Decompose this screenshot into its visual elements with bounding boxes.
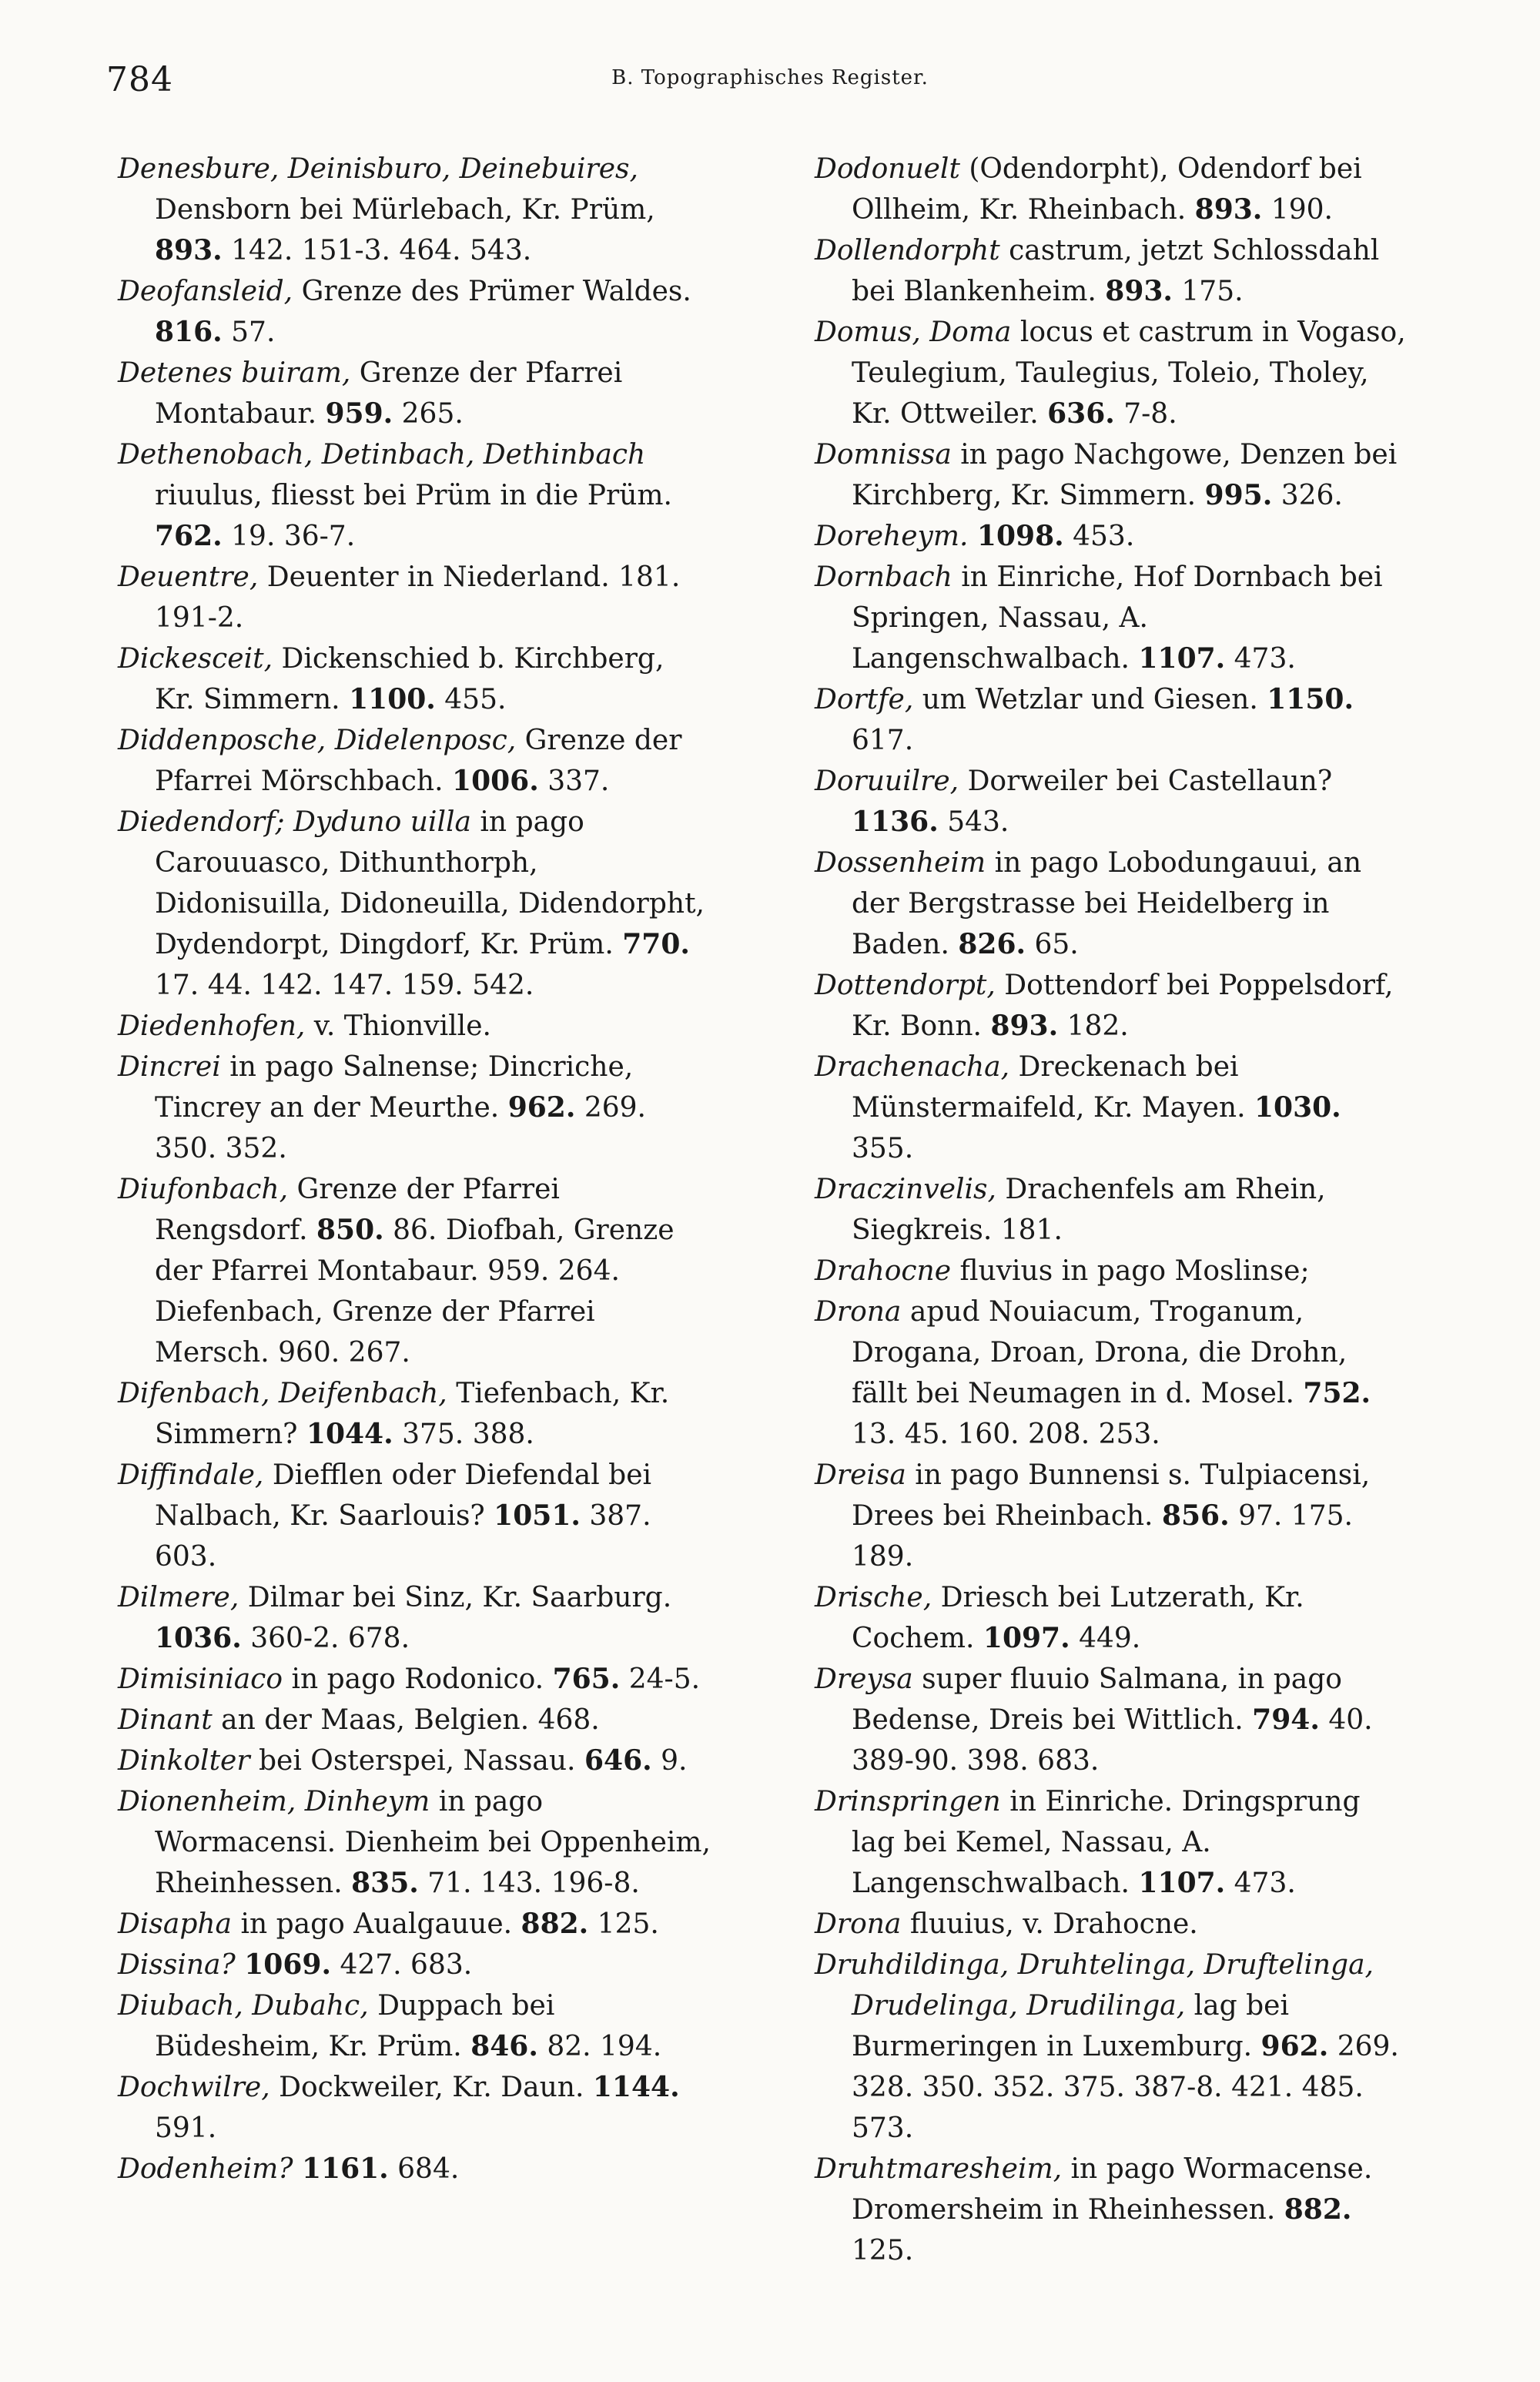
entry-text: Dilmar bei Sinz, Kr. Saarburg. [247,1582,672,1613]
entry-headword: Drahocne [815,1255,952,1287]
register-entry [118,1781,711,1904]
register-entry [118,2067,711,2149]
entry-reference: 1097. [983,1622,1070,1654]
page-number: 784 [106,60,173,99]
entry-headword: Dodenheim? [118,2153,293,2185]
entry-text: super fluuio Salmana, in pago Bedense, Dreis bei Wittlich. [852,1663,1342,1736]
register-entry [118,1740,711,1781]
entry-headword: Dreisa [815,1459,906,1491]
entry-text: Dockweiler, Kr. Daun. [279,2072,584,2103]
entry-reference: 959. [325,397,393,430]
register-entry [118,271,711,353]
entry-headword: Druhtmaresheim, [815,2153,1063,2185]
entry-headword: Dissina? [118,1949,236,1981]
register-entry [815,312,1408,434]
entry-headword: Domnissa [815,439,952,471]
register-entry [815,1577,1408,1659]
register-entry [118,1659,711,1700]
entry-reference: 765. [552,1663,621,1695]
entry-headword: Domus, Doma [815,317,1012,348]
entry-text: in pago Salnense; Dincriche, Tincrey an der Meurthe. [155,1051,634,1124]
register-entry [118,1047,711,1169]
register-entry [118,557,711,638]
entry-reference: 893. [155,234,223,266]
register-entry [815,1047,1408,1169]
entry-text: in pago Bunnensi s. Tulpiacensi, Drees bei Rheinbach. [852,1459,1371,1532]
entry-headword: Diubach, Dubahc, [118,1990,369,2022]
entry-headword: Drische, [815,1582,932,1613]
entry-reference: 1098. [976,520,1064,552]
register-entry [118,720,711,802]
entry-text: in pago Aualgauue. [240,1908,513,1940]
entry-text: Deuenter in Niederland. 181. [266,561,681,593]
entry-reference: 856. [1161,1499,1230,1532]
entry-headword: Dinant [118,1704,213,1736]
entry-pages: 125. [597,1908,659,1940]
entry-pages: 17. 44. 142. 147. 159. 542. [155,970,534,1001]
entry-reference: 962. [507,1091,576,1124]
entry-pages: 265. [401,398,464,430]
entry-text: Tiefenbach, Kr. Simmern? [155,1378,670,1450]
entry-reference: 1030. [1254,1091,1341,1124]
register-entry [815,1292,1408,1455]
entry-text: Grenze der Pfarrei Mörschbach. [155,725,682,797]
register-entry [815,1251,1408,1292]
register-entry [118,434,711,557]
entry-text: in Einriche. Dringsprung lag bei Kemel, Nassau, A. Langenschwalbach. [852,1786,1361,1899]
entry-headword: Dottendorpt, [815,970,996,1001]
register-entry [815,516,1408,557]
register-entry [118,1169,711,1373]
entry-pages: 142. 151-3. 464. 543. [231,235,532,266]
register-entry [815,434,1408,516]
register-entry [118,1985,711,2067]
entry-pages: 591. [155,2112,217,2144]
entry-reference: 1107. [1138,1867,1226,1899]
entry-text: Duppach bei Büdesheim, Kr. Prüm. [155,1990,555,2062]
entry-headword: Diedenhofen, [118,1010,306,1042]
right-column [815,149,1408,2271]
entry-text: riuulus, fliesst bei Prüm in die Prüm. [155,480,672,511]
entry-reference: 835. [351,1867,419,1899]
register-entry [118,2149,711,2189]
entry-pages: 40. 389-90. 398. 683. [852,1704,1373,1777]
entry-text: Grenze der Pfarrei Rengsdorf. [155,1174,560,1246]
entry-pages: 360-2. 678. [250,1623,410,1654]
entry-text: fluvius in pago Moslinse; [959,1255,1310,1287]
entry-pages: 543. [947,806,1009,838]
entry-reference: 1107. [1138,642,1226,675]
register-entry [815,679,1408,761]
entry-headword: Dollendorpht [815,235,1000,266]
entry-reference: 1044. [306,1418,393,1450]
entry-headword: Dinkolter [118,1745,250,1777]
register-entry [815,761,1408,843]
entry-headword: Dincrei [118,1051,221,1083]
entry-headword: Diufonbach, [118,1174,289,1205]
register-entry [815,557,1408,679]
register-entry [815,1781,1408,1904]
left-column [118,149,711,2189]
entry-pages: 65. [1034,929,1079,960]
entry-headword: Dossenheim [815,847,986,879]
entry-reference: 1006. [452,765,539,797]
entry-text: Densborn bei Mürlebach, Kr. Prüm, [155,194,655,226]
entry-pages: 191-2. [155,602,244,634]
entry-reference: 794. [1252,1704,1320,1736]
register-entry [815,2149,1408,2271]
entry-reference: 636. [1047,397,1115,430]
register-entry [118,1373,711,1455]
entry-headword: Dilmere, [118,1582,239,1613]
entry-text: in pago Wormacense. Dromersheim in Rheinhessen. [852,2153,1373,2226]
entry-pages: 182. [1066,1010,1129,1042]
entry-reference: 1036. [155,1622,242,1654]
entry-headword: Dortfe, [815,684,914,715]
entry-pages: 97. 175. 189. [852,1500,1353,1573]
entry-pages: 86. Diofbah, Grenze der Pfarrei Montabaur. 959. 264. Diefenbach, Grenze der Pfarrei Mersch. 960. 267. [155,1214,675,1369]
entry-headword: Doruuilre, [815,766,959,797]
register-entry [118,1455,711,1577]
entry-headword: Dornbach [815,561,952,593]
entry-pages: 326. [1281,480,1343,511]
entry-headword: Doreheym. [815,521,969,552]
entry-pages: 375. 388. [402,1419,534,1450]
entry-text: Driesch bei Lutzerath, Kr. Cochem. [852,1582,1304,1654]
entry-pages: 337. [547,766,610,797]
entry-reference: 770. [622,928,690,960]
entry-pages: 19. 36-7. [231,521,356,552]
register-entry [815,843,1408,965]
running-title: B. Topographisches Register. [611,66,929,89]
entry-pages: 9. [661,1745,688,1777]
entry-pages: 387. 603. [155,1500,651,1573]
entry-reference: 816. [155,316,223,348]
entry-reference: 1051. [494,1499,581,1532]
entry-pages: 684. [397,2153,460,2185]
entry-reference: 752. [1303,1377,1371,1409]
entry-pages: 473. [1234,643,1296,675]
entry-reference: 1100. [349,683,436,715]
entry-text: castrum, jetzt Schlossdahl bei Blankenheim. [852,235,1380,307]
entry-pages: 24-5. [628,1663,701,1695]
entry-reference: 826. [958,928,1026,960]
entry-text: in pago Carouuasco, Dithunthorph, Didonisuilla, Didoneuilla, Didendorpht, Dydendorpt, Dingdorf, Kr. Prüm. [155,806,705,960]
entry-reference: 882. [521,1908,589,1940]
entry-text: in pago Wormacensi. Dienheim bei Oppenheim, Rheinhessen. [155,1786,711,1899]
entry-text: Grenze der Pfarrei Montabaur. [155,357,623,430]
entry-headword: Dickesceit, [118,643,273,675]
entry-text: in pago Lobodungauui, an der Bergstrasse bei Heidelberg in Baden. [852,847,1362,960]
entry-pages: 125. [852,2235,914,2266]
entry-reference: 995. [1204,479,1273,511]
register-entry [815,1169,1408,1251]
entry-headword: Drachenacha, [815,1051,1010,1083]
entry-headword: Dreysa [815,1663,913,1695]
entry-headword: Deofansleid, [118,276,293,307]
entry-headword: Dionenheim, Dinheym [118,1786,430,1817]
entry-text: v. Thionville. [313,1010,491,1042]
register-entry [815,1455,1408,1577]
entry-reference: 762. [155,520,223,552]
entry-text: Drachenfels am Rhein, Siegkreis. 181. [852,1174,1326,1246]
entry-reference: 893. [1105,275,1173,307]
entry-pages: 175. [1181,276,1244,307]
entry-reference: 1161. [301,2153,389,2185]
entry-headword: Detenes buiram, [118,357,351,389]
entry-headword: Dochwilre, [118,2072,270,2103]
entry-reference: 882. [1284,2193,1352,2226]
entry-pages: 617. [852,725,914,756]
entry-reference: 1150. [1267,683,1354,715]
entry-pages: 82. 194. [547,2031,662,2062]
entry-text: fluuius, v. Drahocne. [909,1908,1198,1940]
entry-headword: Deuentre, [118,561,259,593]
entry-headword: Diffindale, [118,1459,264,1491]
entry-text: um Wetzlar und Giesen. [922,684,1258,715]
entry-reference: 646. [584,1744,652,1777]
entry-text: Dreckenach bei Münstermaifeld, Kr. Mayen. [852,1051,1246,1124]
entry-text: an der Maas, Belgien. 468. [221,1704,600,1736]
register-entry [815,1945,1408,2149]
entry-text: Dottendorf bei Poppelsdorf, Kr. Bonn. [852,970,1394,1042]
register-entry [118,149,711,271]
entry-text: in pago Nachgowe, Denzen bei Kirchberg, Kr. Simmern. [852,439,1398,511]
entry-pages: 13. 45. 160. 208. 253. [852,1419,1160,1450]
entry-headword: Dodonuelt [815,153,960,185]
entry-headword: Difenbach, Deifenbach, [118,1378,447,1409]
entry-text: Diefflen oder Diefendal bei Nalbach, Kr. Saarlouis? [155,1459,652,1532]
entry-reference: 1136. [852,806,939,838]
entry-headword: Druhdildinga, Druhtelinga, Druftelinga, Drudelinga, Drudilinga, [815,1949,1374,2022]
entry-pages: 453. [1073,521,1135,552]
entry-reference: 1069. [244,1948,331,1981]
entry-text: apud Nouiacum, Troganum, Drogana, Droan, Drona, die Drohn, fällt bei Neumagen in d. Mosel. [852,1296,1348,1409]
register-entry [815,1904,1408,1945]
entry-headword: Dethenobach, Detinbach, Dethinbach [118,439,646,471]
register-entry [118,353,711,434]
register-entry [118,1006,711,1047]
entry-text: Dickenschied b. Kirchberg, Kr. Simmern. [155,643,665,715]
entry-pages: 355. [852,1133,914,1164]
entry-text: locus et castrum in Vogaso, Teulegium, Taulegius, Toleio, Tholey, Kr. Ottweiler. [852,317,1406,430]
register-entry [118,1577,711,1659]
register-entry [118,1904,711,1945]
entry-pages: 57. [231,317,276,348]
entry-pages: 269. 350. 352. [155,1092,646,1164]
entry-headword: Disapha [118,1908,233,1940]
entry-pages: 7-8. [1123,398,1177,430]
entry-headword: Drinspringen [815,1786,1001,1817]
entry-headword: Dimisiniaco [118,1663,283,1695]
entry-pages: 269. 328. 350. 352. 375. 387-8. 421. 485. 573. [852,2031,1399,2144]
entry-headword: Drona [815,1296,902,1328]
entry-reference: 893. [1194,193,1263,226]
entry-pages: 473. [1234,1868,1296,1899]
entry-reference: 893. [990,1010,1059,1042]
entry-pages: 71. 143. 196-8. [427,1868,640,1899]
entry-text: in Einriche, Hof Dornbach bei Springen, Nassau, A. Langenschwalbach. [852,561,1383,675]
entry-pages: 427. 683. [340,1949,473,1981]
entry-pages: 190. [1270,194,1333,226]
entry-text: (Odendorpht), Odendorf bei Ollheim, Kr. Rheinbach. [852,153,1362,226]
entry-text: lag bei Burmeringen in Luxemburg. [852,1990,1289,2062]
entry-pages: 455. [444,684,507,715]
entry-reference: 850. [316,1214,384,1246]
entry-reference: 1144. [592,2071,680,2103]
entry-pages: 449. [1079,1623,1141,1654]
register-entry [815,230,1408,312]
entry-headword: Drona [815,1908,902,1940]
entry-headword: Diddenposche, Didelenposc, [118,725,517,756]
register-entry [118,802,711,1006]
entry-headword: Draczinvelis, [815,1174,996,1205]
register-entry [815,965,1408,1047]
entry-headword: Denesbure, Deinisburo, Deinebuires, [118,153,638,185]
entry-headword: Diedendorf; Dyduno uilla [118,806,471,838]
register-entry [118,1700,711,1740]
entry-text: Grenze des Prümer Waldes. [301,276,691,307]
entry-text: Dorweiler bei Castellaun? [967,766,1333,797]
register-entry [118,638,711,720]
entry-text: bei Osterspei, Nassau. [259,1745,576,1777]
entry-text: in pago Rodonico. [291,1663,544,1695]
entry-reference: 962. [1260,2030,1329,2062]
entry-reference: 846. [470,2030,538,2062]
register-entry [118,1945,711,1985]
register-entry [815,149,1408,230]
register-entry [815,1659,1408,1781]
